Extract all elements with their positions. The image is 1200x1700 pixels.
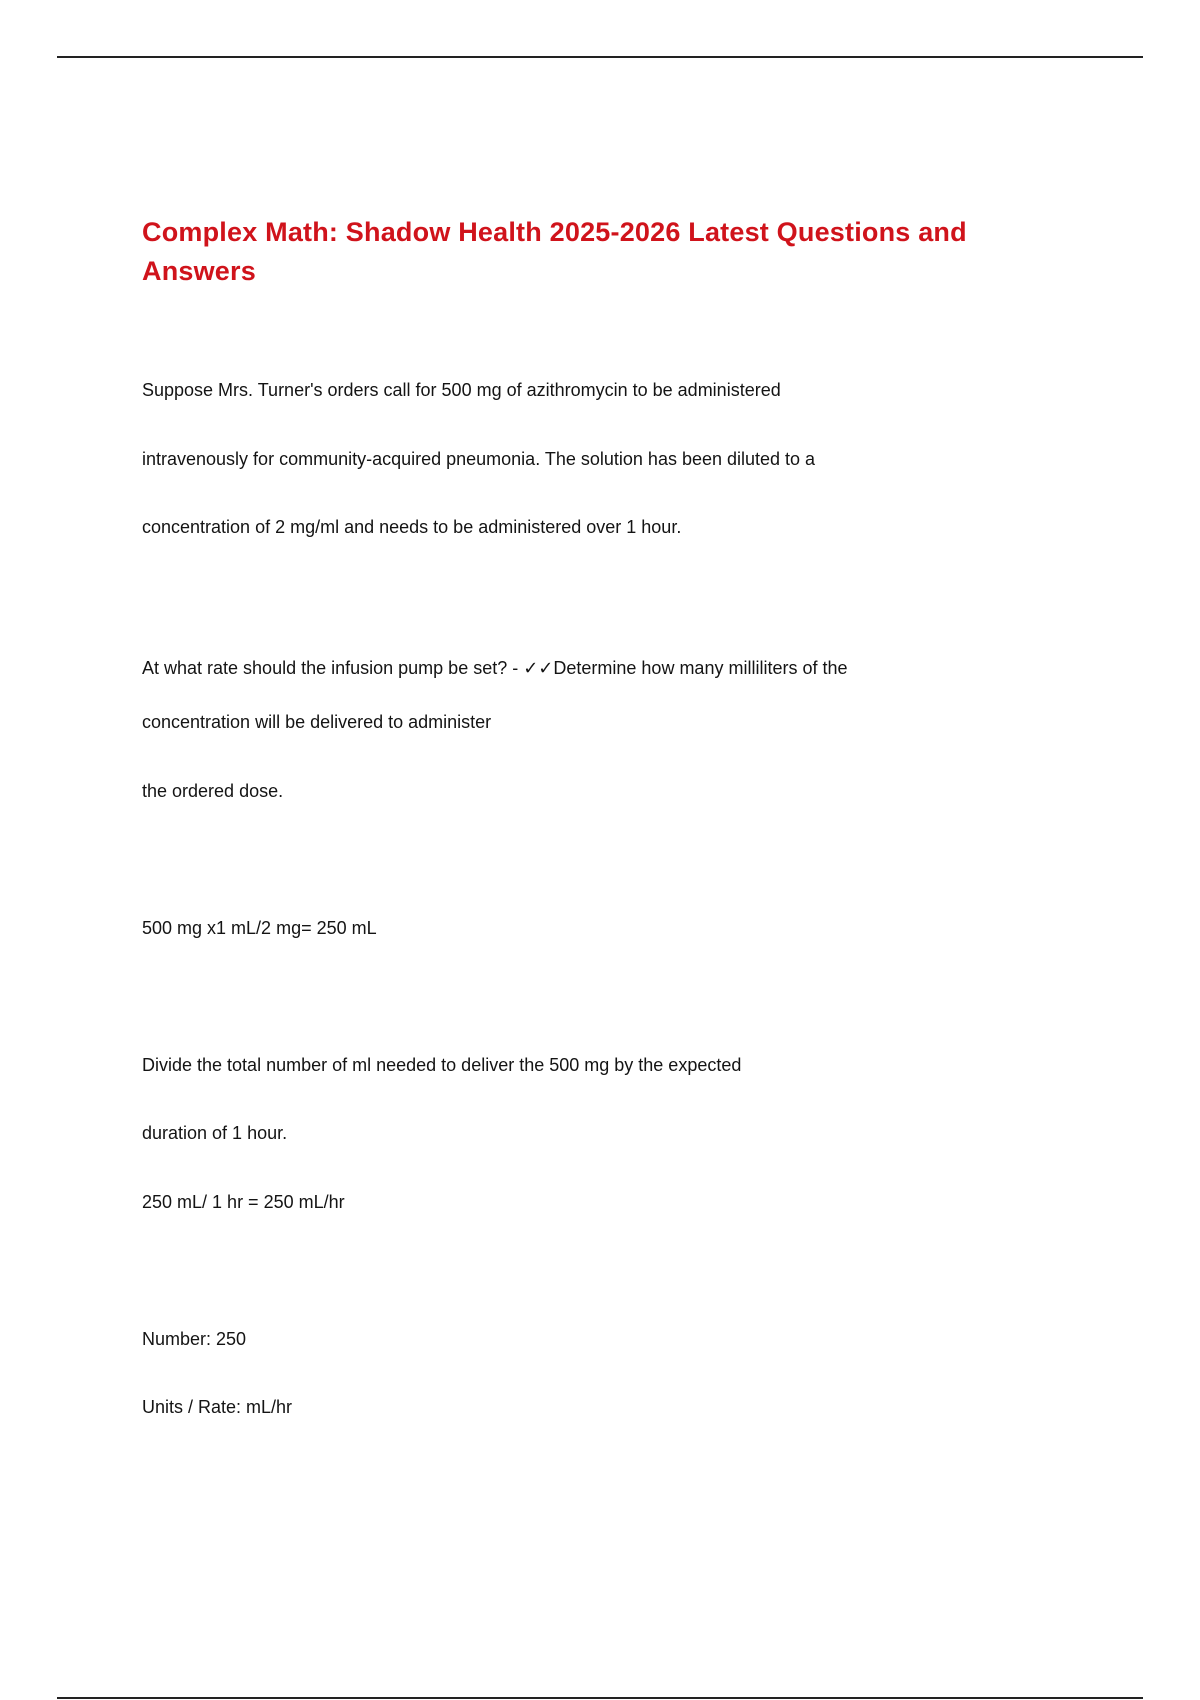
bottom-rule	[57, 1697, 1143, 1699]
calculation-rate: 250 mL/ 1 hr = 250 mL/hr	[142, 1192, 345, 1212]
calculation-dose-volume: 500 mg x1 mL/2 mg= 250 mL	[142, 918, 377, 938]
question-line-3: concentration of 2 mg/ml and needs to be administered over 1 hour.	[142, 517, 682, 537]
prompt-line-1: At what rate should the infusion pump be set? - ✓✓Determine how many milliliters of the	[142, 658, 848, 678]
document-title: Complex Math: Shadow Health 2025-2026 Latest Questions and Answers	[142, 217, 967, 286]
answer-units: Units / Rate: mL/hr	[142, 1397, 293, 1417]
answer-number: Number: 250	[142, 1329, 247, 1349]
explanation-line-2: duration of 1 hour.	[142, 1123, 288, 1143]
explanation-line-1: Divide the total number of ml needed to deliver the 500 mg by the expected	[142, 1055, 742, 1075]
question-line-2: intravenously for community-acquired pneumonia. The solution has been diluted to a	[142, 449, 816, 469]
top-rule	[57, 56, 1143, 58]
prompt-line-3: the ordered dose.	[142, 781, 284, 801]
prompt-line-2: concentration will be delivered to administer	[142, 712, 492, 732]
question-line-1: Suppose Mrs. Turner's orders call for 500 mg of azithromycin to be administered	[142, 380, 781, 400]
